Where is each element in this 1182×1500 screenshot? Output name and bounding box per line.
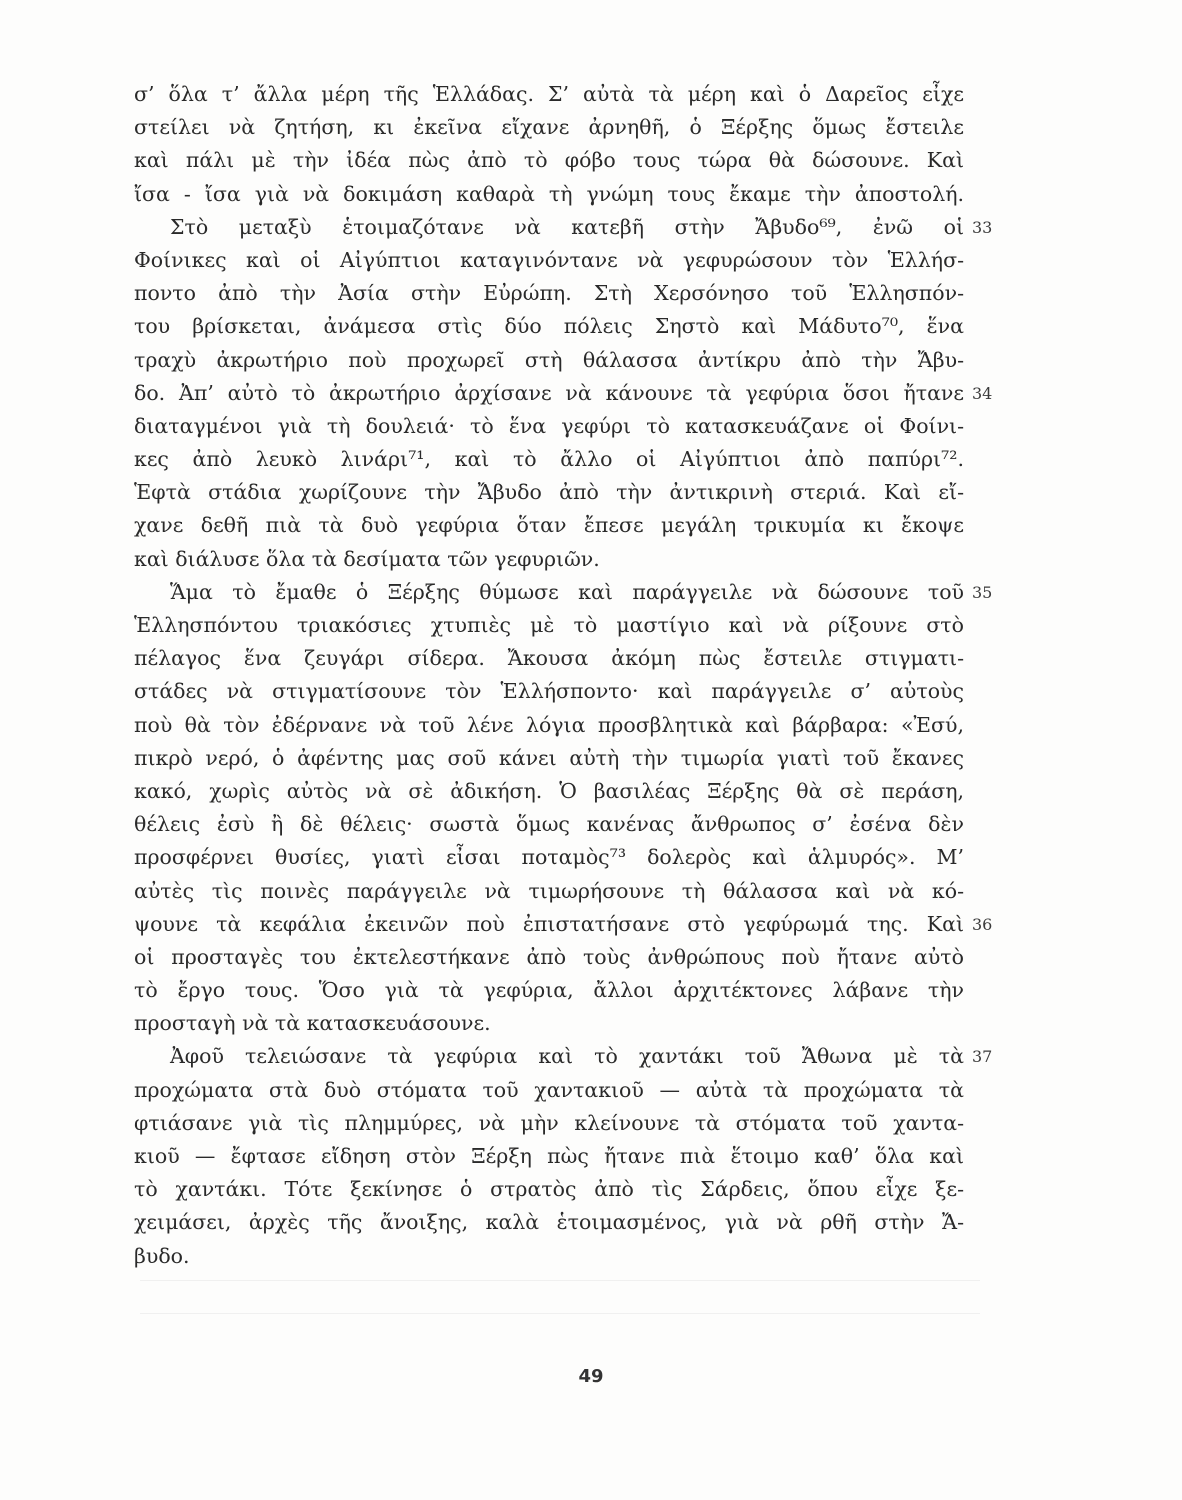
text-line-content: προχώματα στὰ δυὸ στόματα τοῦ χαντακιοῦ — αὐτὰ τὰ προχώματα τὰ (134, 1077, 964, 1102)
text-line-content: τὸ ἔργο τους. Ὅσο γιὰ τὰ γεφύρια, ἄλλοι ἀρχιτέκτονες λάβανε τὴν (134, 978, 964, 1003)
text-line-content: ποὺ θὰ τὸν ἐδέρνανε νὰ τοῦ λένε λόγια προσβλητικὰ καὶ βάρβαρα: «Ἐσύ, (134, 712, 964, 737)
text-line-content: Ἑλλησπόντου τριακόσιες χτυπιὲς μὲ τὸ μαστίγιο καὶ νὰ ρίξουνε στὸ (134, 613, 964, 637)
text-line-content: χανε δεθῆ πιὰ τὰ δυὸ γεφύρια ὅταν ἔπεσε μεγάλη τρικυμία κι ἔκοψε (134, 513, 964, 538)
text-line (134, 277, 964, 310)
text-line (134, 476, 964, 509)
section-number: 35 (972, 582, 993, 602)
text-line-content: καὶ πάλι μὲ τὴν ἰδέα πὼς ἀπὸ τὸ φόβο τους τώρα θὰ δώσουνε. Καὶ (134, 148, 964, 173)
text-line-content: θέλεις ἐσὺ ἢ δὲ θέλεις· σωστὰ ὅμως κανένας ἄνθρωπος σ’ ἐσένα δὲν (134, 812, 964, 837)
text-line (134, 509, 964, 542)
text-line-content: προσφέρνει θυσίες, γιατὶ εἶσαι ποταμὸς⁷³ δολερὸς καὶ ἁλμυρός». Μ’ (134, 845, 964, 870)
text-line-content: Ἅμα τὸ ἔμαθε ὁ Ξέρξης θύμωσε καὶ παράγγειλε νὰ δώσουνε τοῦ (170, 579, 964, 604)
text-line (134, 609, 964, 642)
text-line (134, 144, 964, 177)
text-line-content: διαταγμένοι γιὰ τὴ δουλειά· τὸ ἕνα γεφύρι τὸ κατασκευάζανε οἱ Φοίνι- (134, 413, 964, 438)
text-line-content: Φοίνικες καὶ οἱ Αἰγύπτιοι καταγινόντανε νὰ γεφυρώσουν τὸν Ἑλλήσ- (134, 247, 964, 272)
text-line-content: τὸ χαντάκι. Τότε ξεκίνησε ὁ στρατὸς ἀπὸ τὶς Σάρδεις, ὅπου εἶχε ξε- (134, 1177, 964, 1202)
text-line-content: προσταγὴ νὰ τὰ κατασκευάσουνε. (134, 1011, 491, 1036)
text-line (134, 941, 964, 974)
text-line-content: κακό, χωρὶς αὐτὸς νὰ σὲ ἀδικήση. Ὁ βασιλέας Ξέρξης θὰ σὲ περάση, (134, 778, 964, 803)
text-line (134, 1206, 964, 1239)
text-line-content: κιοῦ — ἔφτασε εἴδηση στὸν Ξέρξη πὼς ἤτανε πιὰ ἕτοιμο καθ’ ὅλα καὶ (134, 1144, 964, 1168)
page-number: 49 (578, 1366, 604, 1387)
section-number: 34 (972, 383, 993, 403)
text-line-content: δο. Ἀπ’ αὐτὸ τὸ ἀκρωτήριο ἀρχίσανε νὰ κάνουνε τὰ γεφύρια ὅσοι ἤτανε (134, 380, 964, 405)
text-line-content: στάδες νὰ στιγματίσουνε τὸν Ἑλλήσποντο· καὶ παράγγειλε σ’ αὐτοὺς (134, 679, 964, 704)
text-line-content: Ἑφτὰ στάδια χωρίζουνε τὴν Ἄβυδο ἀπὸ τὴν ἀντικρινὴ στεριά. Καὶ εἴ- (134, 480, 964, 505)
text-line (134, 775, 964, 808)
text-line (134, 1040, 993, 1073)
section-number: 36 (972, 914, 993, 934)
text-line (134, 410, 964, 443)
text-line-content: οἱ προσταγὲς του ἐκτελεστήκανε ἀπὸ τοὺς ἀνθρώπους ποὺ ἤτανε αὐτὸ (134, 944, 964, 969)
text-line-content: πέλαγος ἕνα ζευγάρι σίδερα. Ἄκουσα ἀκόμη πὼς ἔστειλε στιγματι- (134, 646, 964, 671)
text-line (134, 1140, 964, 1173)
text-line (134, 675, 964, 708)
text-line-content: ποντο ἀπὸ τὴν Ἀσία στὴν Εὐρώπη. Στὴ Χερσόνησο τοῦ Ἑλλησπόν- (134, 281, 964, 306)
text-line (134, 1007, 964, 1040)
text-line (134, 908, 993, 941)
text-line (134, 1107, 964, 1140)
text-line (134, 543, 964, 576)
text-line (134, 742, 964, 775)
text-line-content: Στὸ μεταξὺ ἑτοιμαζότανε νὰ κατεβῆ στὴν Ἄβυδο⁶⁹, ἐνῶ οἱ (170, 214, 964, 239)
section-number: 33 (972, 217, 993, 237)
text-line (134, 178, 964, 211)
text-line-content: ἴσα - ἴσα γιὰ νὰ δοκιμάση καθαρὰ τὴ γνώμη τους ἔκαμε τὴν ἀποστολή. (134, 181, 964, 206)
text-line (134, 111, 964, 144)
text-line (134, 709, 964, 742)
text-line (134, 841, 964, 874)
show-through-texture (140, 1280, 980, 1340)
text-line-content: κες ἀπὸ λευκὸ λινάρι⁷¹, καὶ τὸ ἄλλο οἱ Αἰγύπτιοι ἀπὸ παπύρι⁷². (134, 447, 964, 472)
text-line-content: καὶ διάλυσε ὅλα τὰ δεσίματα τῶν γεφυριῶν. (134, 546, 600, 571)
text-line-content: φτιάσανε γιὰ τὶς πλημμύρες, νὰ μὴν κλείνουνε τὰ στόματα τοῦ χαντα- (134, 1110, 964, 1135)
text-line (134, 377, 993, 410)
text-line (134, 808, 964, 841)
text-line-content: ψουνε τὰ κεφάλια ἐκεινῶν ποὺ ἐπιστατήσανε στὸ γεφύρωμά της. Καὶ (134, 911, 964, 936)
body-text (134, 78, 993, 1273)
text-line-content: πικρὸ νερό, ὁ ἀφέντης μας σοῦ κάνει αὐτὴ τὴν τιμωρία γιατὶ τοῦ ἔκανες (134, 745, 964, 770)
text-line-content: Ἀφοῦ τελειώσανε τὰ γεφύρια καὶ τὸ χαντάκι τοῦ Ἄθωνα μὲ τὰ (170, 1044, 964, 1069)
text-line (134, 78, 964, 111)
text-line (134, 974, 964, 1007)
text-line (134, 576, 993, 609)
text-line (134, 344, 964, 377)
text-line-content: αὐτὲς τὶς ποινὲς παράγγειλε νὰ τιμωρήσουνε τὴ θάλασσα καὶ νὰ κό- (134, 878, 964, 903)
text-line (134, 211, 993, 244)
text-line-content: στείλει νὰ ζητήση, κι ἐκεῖνα εἴχανε ἀρνηθῆ, ὁ Ξέρξης ὅμως ἔστειλε (134, 115, 964, 140)
text-line-content: τραχὺ ἀκρωτήριο ποὺ προχωρεῖ στὴ θάλασσα ἀντίκρυ ἀπὸ τὴν Ἄβυ- (134, 347, 964, 372)
text-line-content: βυδο. (134, 1243, 190, 1268)
section-number: 37 (972, 1047, 993, 1067)
text-line (134, 443, 964, 476)
text-line (134, 310, 964, 343)
text-line-content: χειμάσει, ἀρχὲς τῆς ἄνοιξης, καλὰ ἑτοιμασμένος, γιὰ νὰ ρθῆ στὴν Ἄ- (134, 1210, 964, 1235)
text-line (134, 875, 964, 908)
text-line (134, 1173, 964, 1206)
text-line (134, 1074, 964, 1107)
text-line-content: του βρίσκεται, ἀνάμεσα στὶς δύο πόλεις Σηστὸ καὶ Μάδυτο⁷⁰, ἕνα (134, 314, 964, 339)
text-line (134, 1240, 964, 1273)
text-line-content: σ’ ὅλα τ’ ἄλλα μέρη τῆς Ἑλλάδας. Σ’ αὐτὰ τὰ μέρη καὶ ὁ Δαρεῖος εἶχε (134, 82, 964, 106)
text-line (134, 642, 964, 675)
text-line (134, 244, 964, 277)
